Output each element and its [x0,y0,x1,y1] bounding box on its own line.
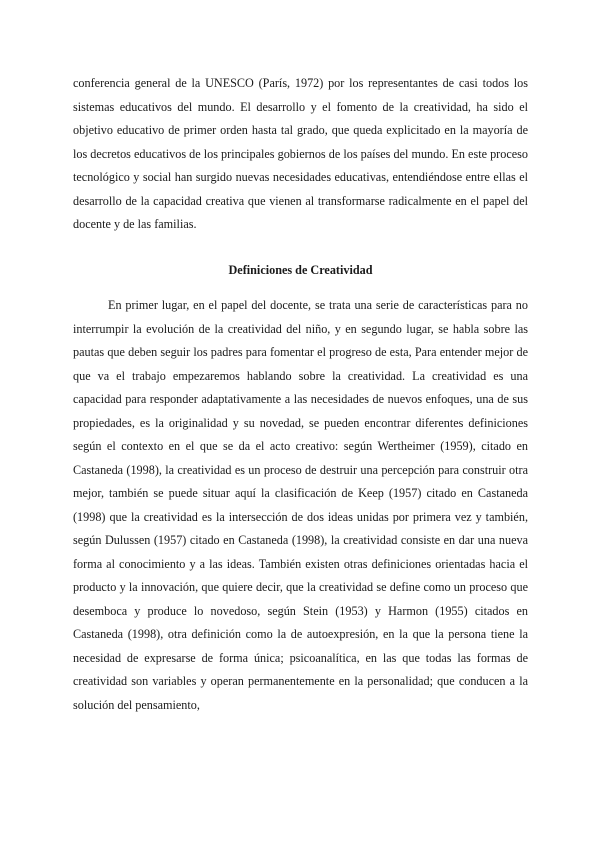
section-heading: Definiciones de Creatividad [228,263,373,277]
body-paragraph-1: conferencia general de la UNESCO (París, 1972) por los representantes de casi todos los sistemas educativos del mundo. El desarrollo y el fomento de la creatividad, ha sido el objetivo educativo de primer orden hasta tal grado, que queda explicitado en la mayoría de los decretos educativos de los principales gobiernos de los países del mundo. En este proceso tecnológico y social han surgido nuevas necesidades educativas, entendiéndose entre ellas el desarrollo de la capacidad creativa que vienen al transformarse radicalmente en el papel del docente y de las familias. [73,76,528,231]
body-paragraph-2: En primer lugar, en el papel del docente, se trata una serie de características para no interrumpir la evolución de la creatividad del niño, y en segundo lugar, se habla sobre las pautas que deben seguir los padres para fomentar el progreso de esta, Para entender mejor de que va el trabajo empezaremos hablando sobre la creatividad. La creatividad es una capacidad para responder adaptativamente a las necesidades de nuevos enfoques, una de sus propiedades, es la originalidad y su novedad, se pueden encontrar diferentes definiciones según el contexto en el que se da el acto creativo: según Wertheimer (1959), citado en Castaneda (1998), la creatividad es un proceso de destruir una percepción para construir otra mejor, también se puede situar aquí la clasificación de Keep (1957) citado en Castaneda (1998) que la creatividad es la intersección de dos ideas unidas por primera vez y también, según Dulussen (1957) citado en Castaneda (1998), la creatividad consiste en dar una nueva forma al conocimiento y a las ideas. También existen otras definiciones orientadas hacia el producto y la innovación, que quiere decir, que la creatividad se define como un proceso que desemboca y produce lo novedoso, según Stein (1953) y Harmon (1955) citados en Castaneda (1998), otra definición como la de autoexpresión, en la que la persona tiene la necesidad de expresarse de forma única; psicoanalítica, en las que todas las formas de creatividad son variables y operan permanentemente en la personalidad; que conducen a la solución del pensamiento, [73,298,528,712]
